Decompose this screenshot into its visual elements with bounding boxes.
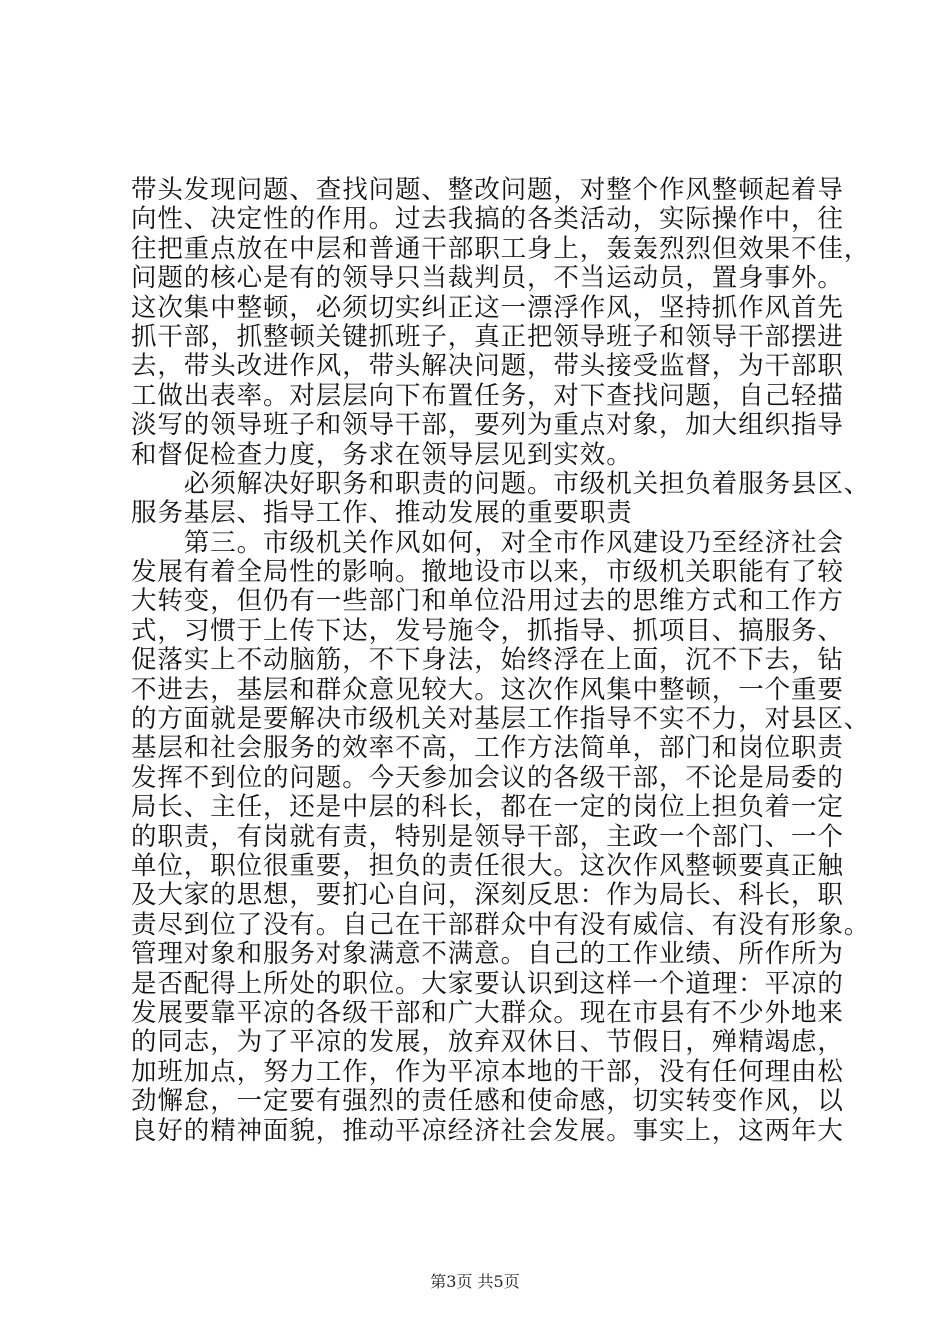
text-line: 的方面就是要解决市级机关对基层工作指导不实不力，对县区、 [131, 704, 871, 735]
text-line: 必须解决好职务和职责的问题。市级机关担负着服务县区、 [131, 468, 871, 499]
text-line: 的同志，为了平凉的发展，放弃双休日、节假日，殚精竭虑， [131, 1027, 844, 1058]
text-line: 单位，职位很重要，担负的责任很大。这次作风整顿要真正触 [131, 850, 844, 881]
text-line: 良好的精神面貌，推动平凉经济社会发展。事实上，这两年大 [131, 1115, 844, 1146]
text-line: 服务基层、指导工作、推动发展的重要职责 [131, 498, 633, 529]
text-line: 基层和社会服务的效率不高，工作方法简单，部门和岗位职责 [131, 733, 844, 764]
text-line: 抓干部，抓整顿关键抓班子，真正把领导班子和领导干部摆进 [131, 321, 844, 352]
text-line: 的职责，有岗就有责，特别是领导干部，主政一个部门、一个 [131, 821, 844, 852]
text-line: 及大家的思想，要扪心自问，深刻反思：作为局长、科长，职 [131, 880, 844, 911]
text-line: 发展有着全局性的影响。撤地设市以来，市级机关职能有了较 [131, 557, 844, 588]
text-line: 式，习惯于上传下达，发号施令，抓指导、抓项目、搞服务、 [131, 615, 844, 646]
text-line: 这次集中整顿，必须切实纠正这一漂浮作风，坚持抓作风首先 [131, 292, 844, 323]
text-line: 往把重点放在中层和普通干部职工身上，轰轰烈烈但效果不佳， [131, 233, 871, 264]
text-line: 劲懈怠，一定要有强烈的责任感和使命感，切实转变作风，以 [131, 1086, 844, 1117]
text-line: 去，带头改进作风，带头解决问题，带头接受监督，为干部职 [131, 351, 844, 382]
text-line: 不进去，基层和群众意见较大。这次作风集中整顿，一个重要 [131, 674, 844, 705]
text-line: 促落实上不动脑筋，不下身法，始终浮在上面，沉不下去，钻 [131, 645, 844, 676]
body-text [131, 175, 871, 1146]
text-line: 问题的核心是有的领导只当裁判员，不当运动员，置身事外。 [131, 263, 844, 294]
text-line: 是否配得上所处的职位。大家要认识到这样一个道理：平凉的 [131, 968, 844, 999]
text-line: 第三。市级机关作风如何，对全市作风建设乃至经济社会 [131, 527, 844, 558]
text-line: 和督促检查力度，务求在领导层见到实效。 [131, 439, 633, 470]
text-line: 局长、主任，还是中层的科长，都在一定的岗位上担负着一定 [131, 792, 844, 823]
text-line: 淡写的领导班子和领导干部，要列为重点对象，加大组织指导 [131, 410, 844, 441]
text-line: 加班加点，努力工作，作为平凉本地的干部，没有任何理由松 [131, 1056, 844, 1087]
text-line: 管理对象和服务对象满意不满意。自己的工作业绩、所作所为 [131, 939, 844, 970]
text-line: 向性、决定性的作用。过去我搞的各类活动，实际操作中，往 [131, 204, 844, 235]
text-line: 带头发现问题、查找问题、整改问题，对整个作风整顿起着导 [131, 175, 844, 205]
text-line: 发挥不到位的问题。今天参加会议的各级干部，不论是局委的 [131, 762, 844, 793]
text-line: 发展要靠平凉的各级干部和广大群众。现在市县有不少外地来 [131, 997, 844, 1028]
text-line: 大转变，但仍有一些部门和单位沿用过去的思维方式和工作方 [131, 586, 844, 617]
text-line: 责尽到位了没有。自己在干部群众中有没有威信、有没有形象。 [131, 909, 871, 940]
text-line: 工做出表率。对层层向下布置任务，对下查找问题，自己轻描 [131, 380, 844, 411]
page-footer: 第3页 共5页 [430, 1272, 520, 1291]
